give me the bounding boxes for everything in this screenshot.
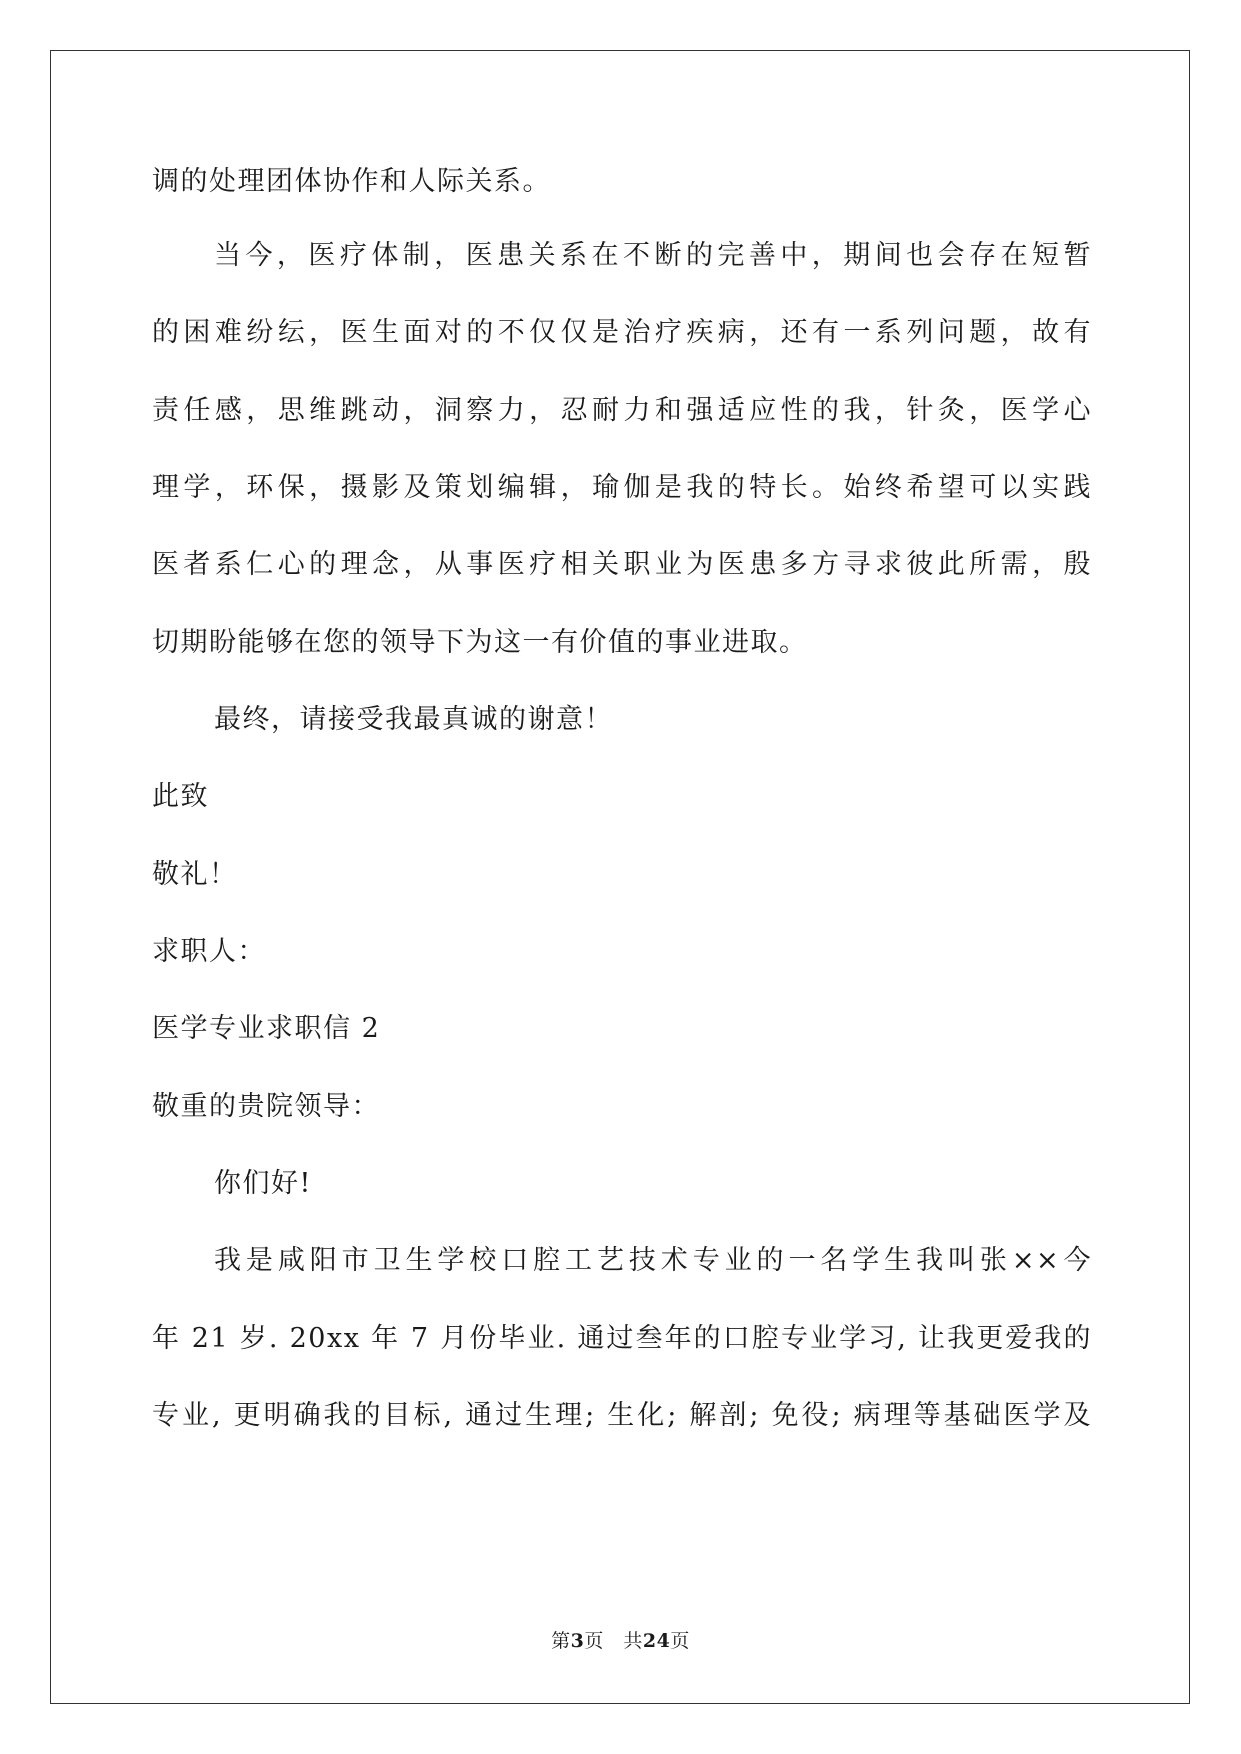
footer-prefix: 第 [551, 1630, 571, 1652]
page-footer [0, 1626, 1241, 1653]
greeting: 你们好! [214, 1168, 312, 1199]
paragraph-line: 医者系仁心的理念，从事医疗相关职业为医患多方寻求彼此所需，殷 [152, 549, 1092, 580]
footer-mid: 页 共 [584, 1630, 643, 1652]
closing-line: 敬礼！ [152, 859, 238, 890]
paragraph-line: 的困难纷纭，医生面对的不仅仅是治疗疾病，还有一系列问题，故有 [152, 317, 1092, 348]
closing-line: 此致 [152, 781, 209, 812]
current-page-number: 3 [570, 1630, 585, 1652]
paragraph-line: 专业, 更明确我的目标, 通过生理; 生化; 解剖; 免役; 病理等基础医学及 [152, 1400, 1092, 1431]
total-page-count: 24 [642, 1630, 671, 1652]
paragraph-line: 理学，环保，摄影及策划编辑，瑜伽是我的特长。始终希望可以实践 [152, 472, 1092, 503]
paragraph-line: 最终，请接受我最真诚的谢意！ [214, 704, 613, 735]
footer-suffix: 页 [670, 1630, 690, 1652]
paragraph-line: 调的处理团体协作和人际关系。 [152, 166, 551, 197]
paragraph-line: 当今，医疗体制，医患关系在不断的完善中，期间也会存在短暂 [214, 240, 1092, 271]
paragraph-line: 年 21 岁. 20xx 年 7 月份毕业. 通过叁年的口腔专业学习, 让我更爱我的 [152, 1323, 1092, 1354]
paragraph-line: 切期盼能够在您的领导下为这一有价值的事业进取。 [152, 627, 808, 658]
signature-line: 求职人： [152, 936, 266, 967]
paragraph-line: 责任感，思维跳动，洞察力，忍耐力和强适应性的我，针灸，医学心 [152, 395, 1092, 426]
section-title: 医学专业求职信 2 [152, 1013, 381, 1044]
paragraph-line: 我是咸阳市卫生学校口腔工艺技术专业的一名学生我叫张××今 [214, 1245, 1092, 1276]
salutation: 敬重的贵院领导： [152, 1091, 380, 1122]
